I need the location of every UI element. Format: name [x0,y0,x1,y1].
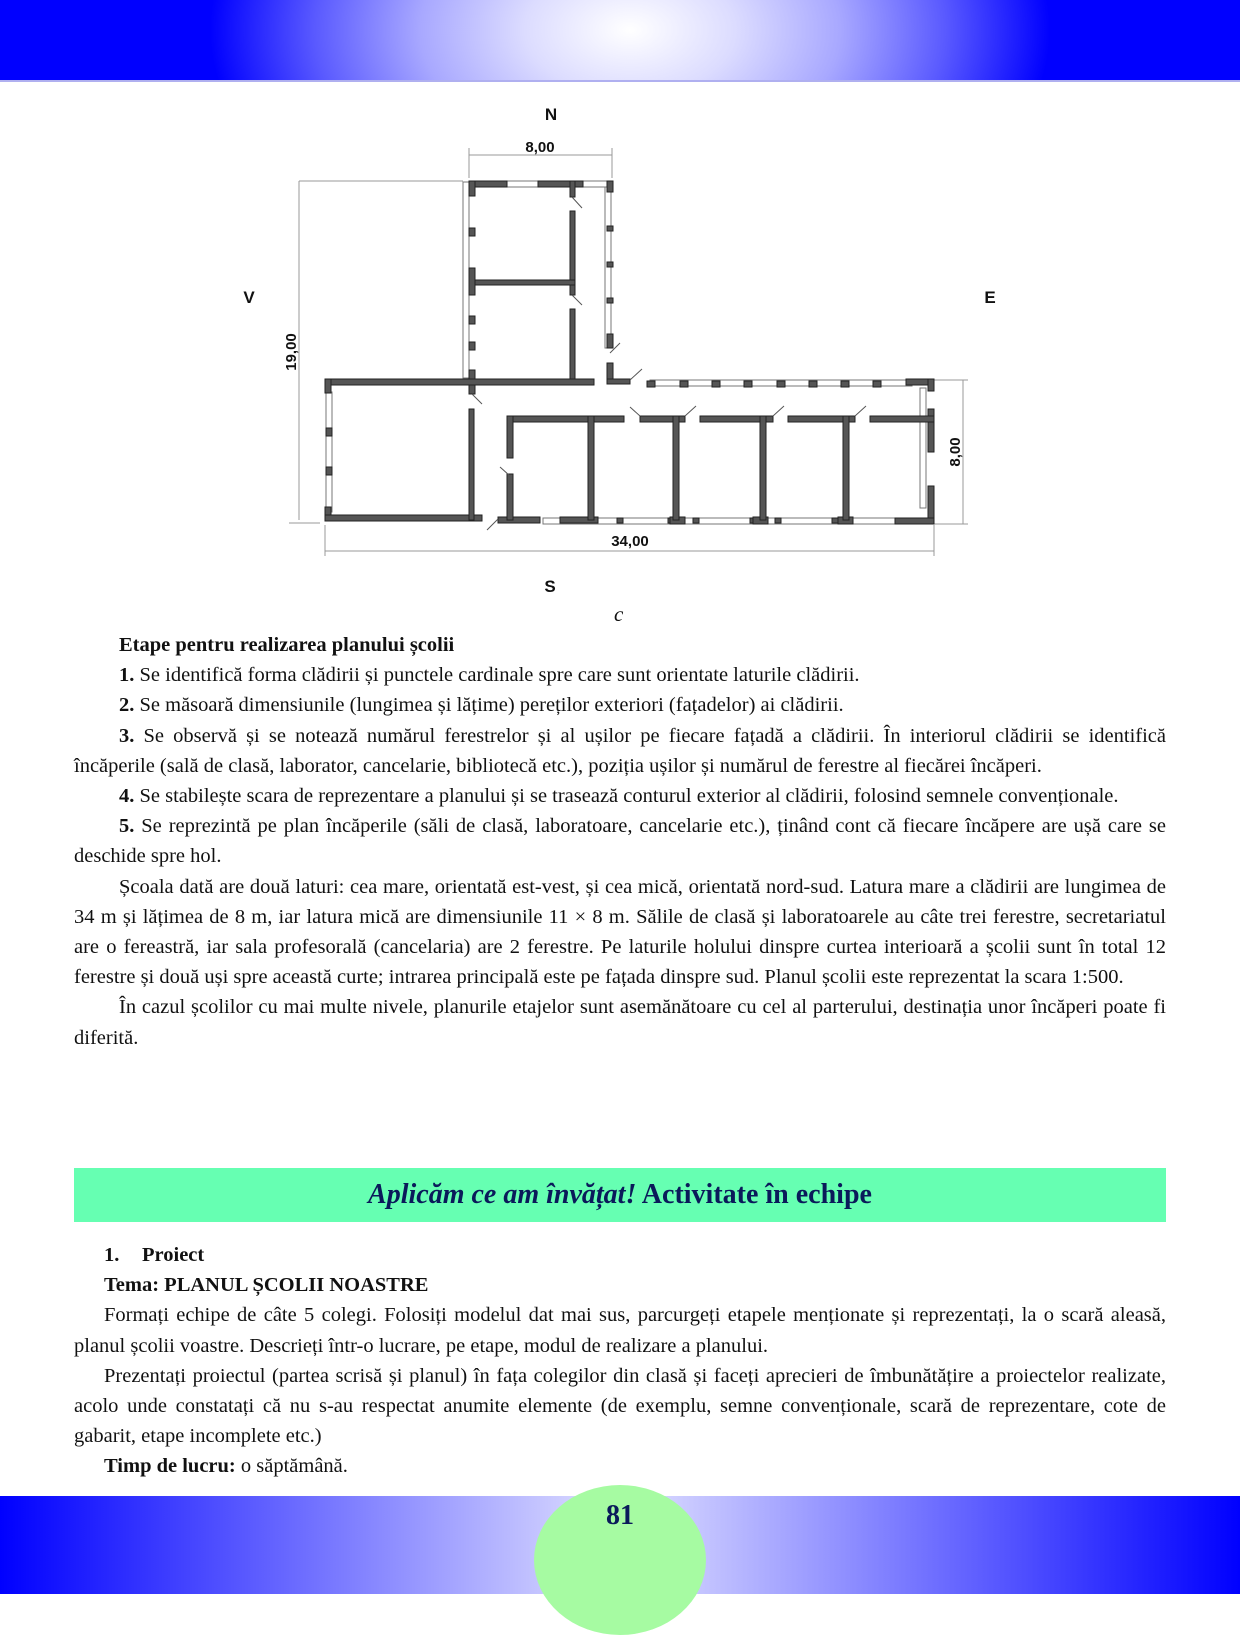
project-heading: 1. Proiect [104,1244,205,1266]
dimension-total-height: 19,00 [283,333,300,371]
dimension-bottom-length: 34,00 [611,533,649,550]
activity-banner [74,1168,1166,1222]
activity-banner-italic: Aplicăm ce am învățat! [368,1179,637,1210]
stage-5: 5. Se reprezintă pe plan încăperile (săli de clasă, laboratoare, cancelarie etc.), ținând cont că fiecare încăpere are ușă care se deschide spre hol. [74,815,1166,868]
project-paragraph-2: Prezentați proiectul (partea scrisă și planul) în fața colegilor din clasă și faceți aprecieri de îmbunătățire a proiectelor realizate, acolo unde constatați că nu s-au respectat anumite elemente (de exemplu, semne convenționale, scară de reprezentare, cote de gabarit, etape incomplete etc.) [74,1364,1166,1448]
stages-title: Etape pentru realizarea planului școlii [119,634,455,656]
dimension-top-width: 8,00 [525,139,555,156]
project-section [74,1240,1166,1482]
compass-east: E [984,288,996,307]
compass-south: S [544,577,556,596]
page-number: 81 [606,1500,634,1531]
school-description-paragraph: Școala dată are două laturi: cea mare, orientată est-vest, și cea mică, orientată nord-sud. Latura mare a clădirii are lungimea de 34 m și lățimea de 8 m, iar latura mică are dimensiunile 11 × 8 m. Sălile de clasă și laboratoarele au câte trei ferestre, secretariatul are o fereastră, iar sala profesorală (cancelaria) are 2 ferestre. Pe laturile holului dinspre curtea interioară a școlii sunt în total 12 ferestre și două uși spre această curte; intrarea principală este pe fațada dinspre sud. Planul școlii este reprezentat la scara 1:500. [74,875,1166,989]
compass-west: V [243,288,255,307]
school-floor-plan [0,90,1240,610]
stage-3: 3. Se observă și se notează numărul ferestrelor și al ușilor pe fiecare fațadă a clădirii. În interiorul clădirii se identifică încăperile (sală de clasă, laborator, cancelarie, bibliotecă etc.), poziția ușilor și numărul de ferestre al fiecărei încăperi. [74,724,1166,777]
stage-1: 1. Se identifică forma clădirii și punctele cardinale spre care sunt orientate laturile clădirii. [119,664,860,687]
project-time: Timp de lucru: o săptămână. [104,1455,348,1478]
stage-2: 2. Se măsoară dimensiunile (lungimea și lățime) pereților exteriori (fațadelor) ai clădirii. [119,694,844,717]
project-paragraph-1: Formați echipe de câte 5 colegi. Folosiți modelul dat mai sus, parcurgeți etapele menționate și reprezentați, la o scară aleasă, planul școlii voastre. Descrieți într-o lucrare, pe etape, modul de realizare a planului. [74,1304,1166,1357]
header-band [0,0,1240,82]
activity-banner-bold: Activitate în echipe [636,1179,872,1210]
figure-caption: c [614,602,624,626]
multilevel-paragraph: În cazul școlilor cu mai multe nivele, planurile etajelor sunt asemănătoare cu cel al parterului, destinația unor încăperi poate fi diferită. [74,996,1166,1049]
project-theme: Tema: PLANUL ȘCOLII NOASTRE [104,1274,429,1297]
stages-section [74,630,1166,1053]
stage-4: 4. Se stabilește scara de reprezentare a planului și se trasează conturul exterior al clădirii, folosind semnele convenționale. [119,785,1119,808]
compass-north: N [544,105,558,124]
dimension-right-height: 8,00 [947,437,964,467]
